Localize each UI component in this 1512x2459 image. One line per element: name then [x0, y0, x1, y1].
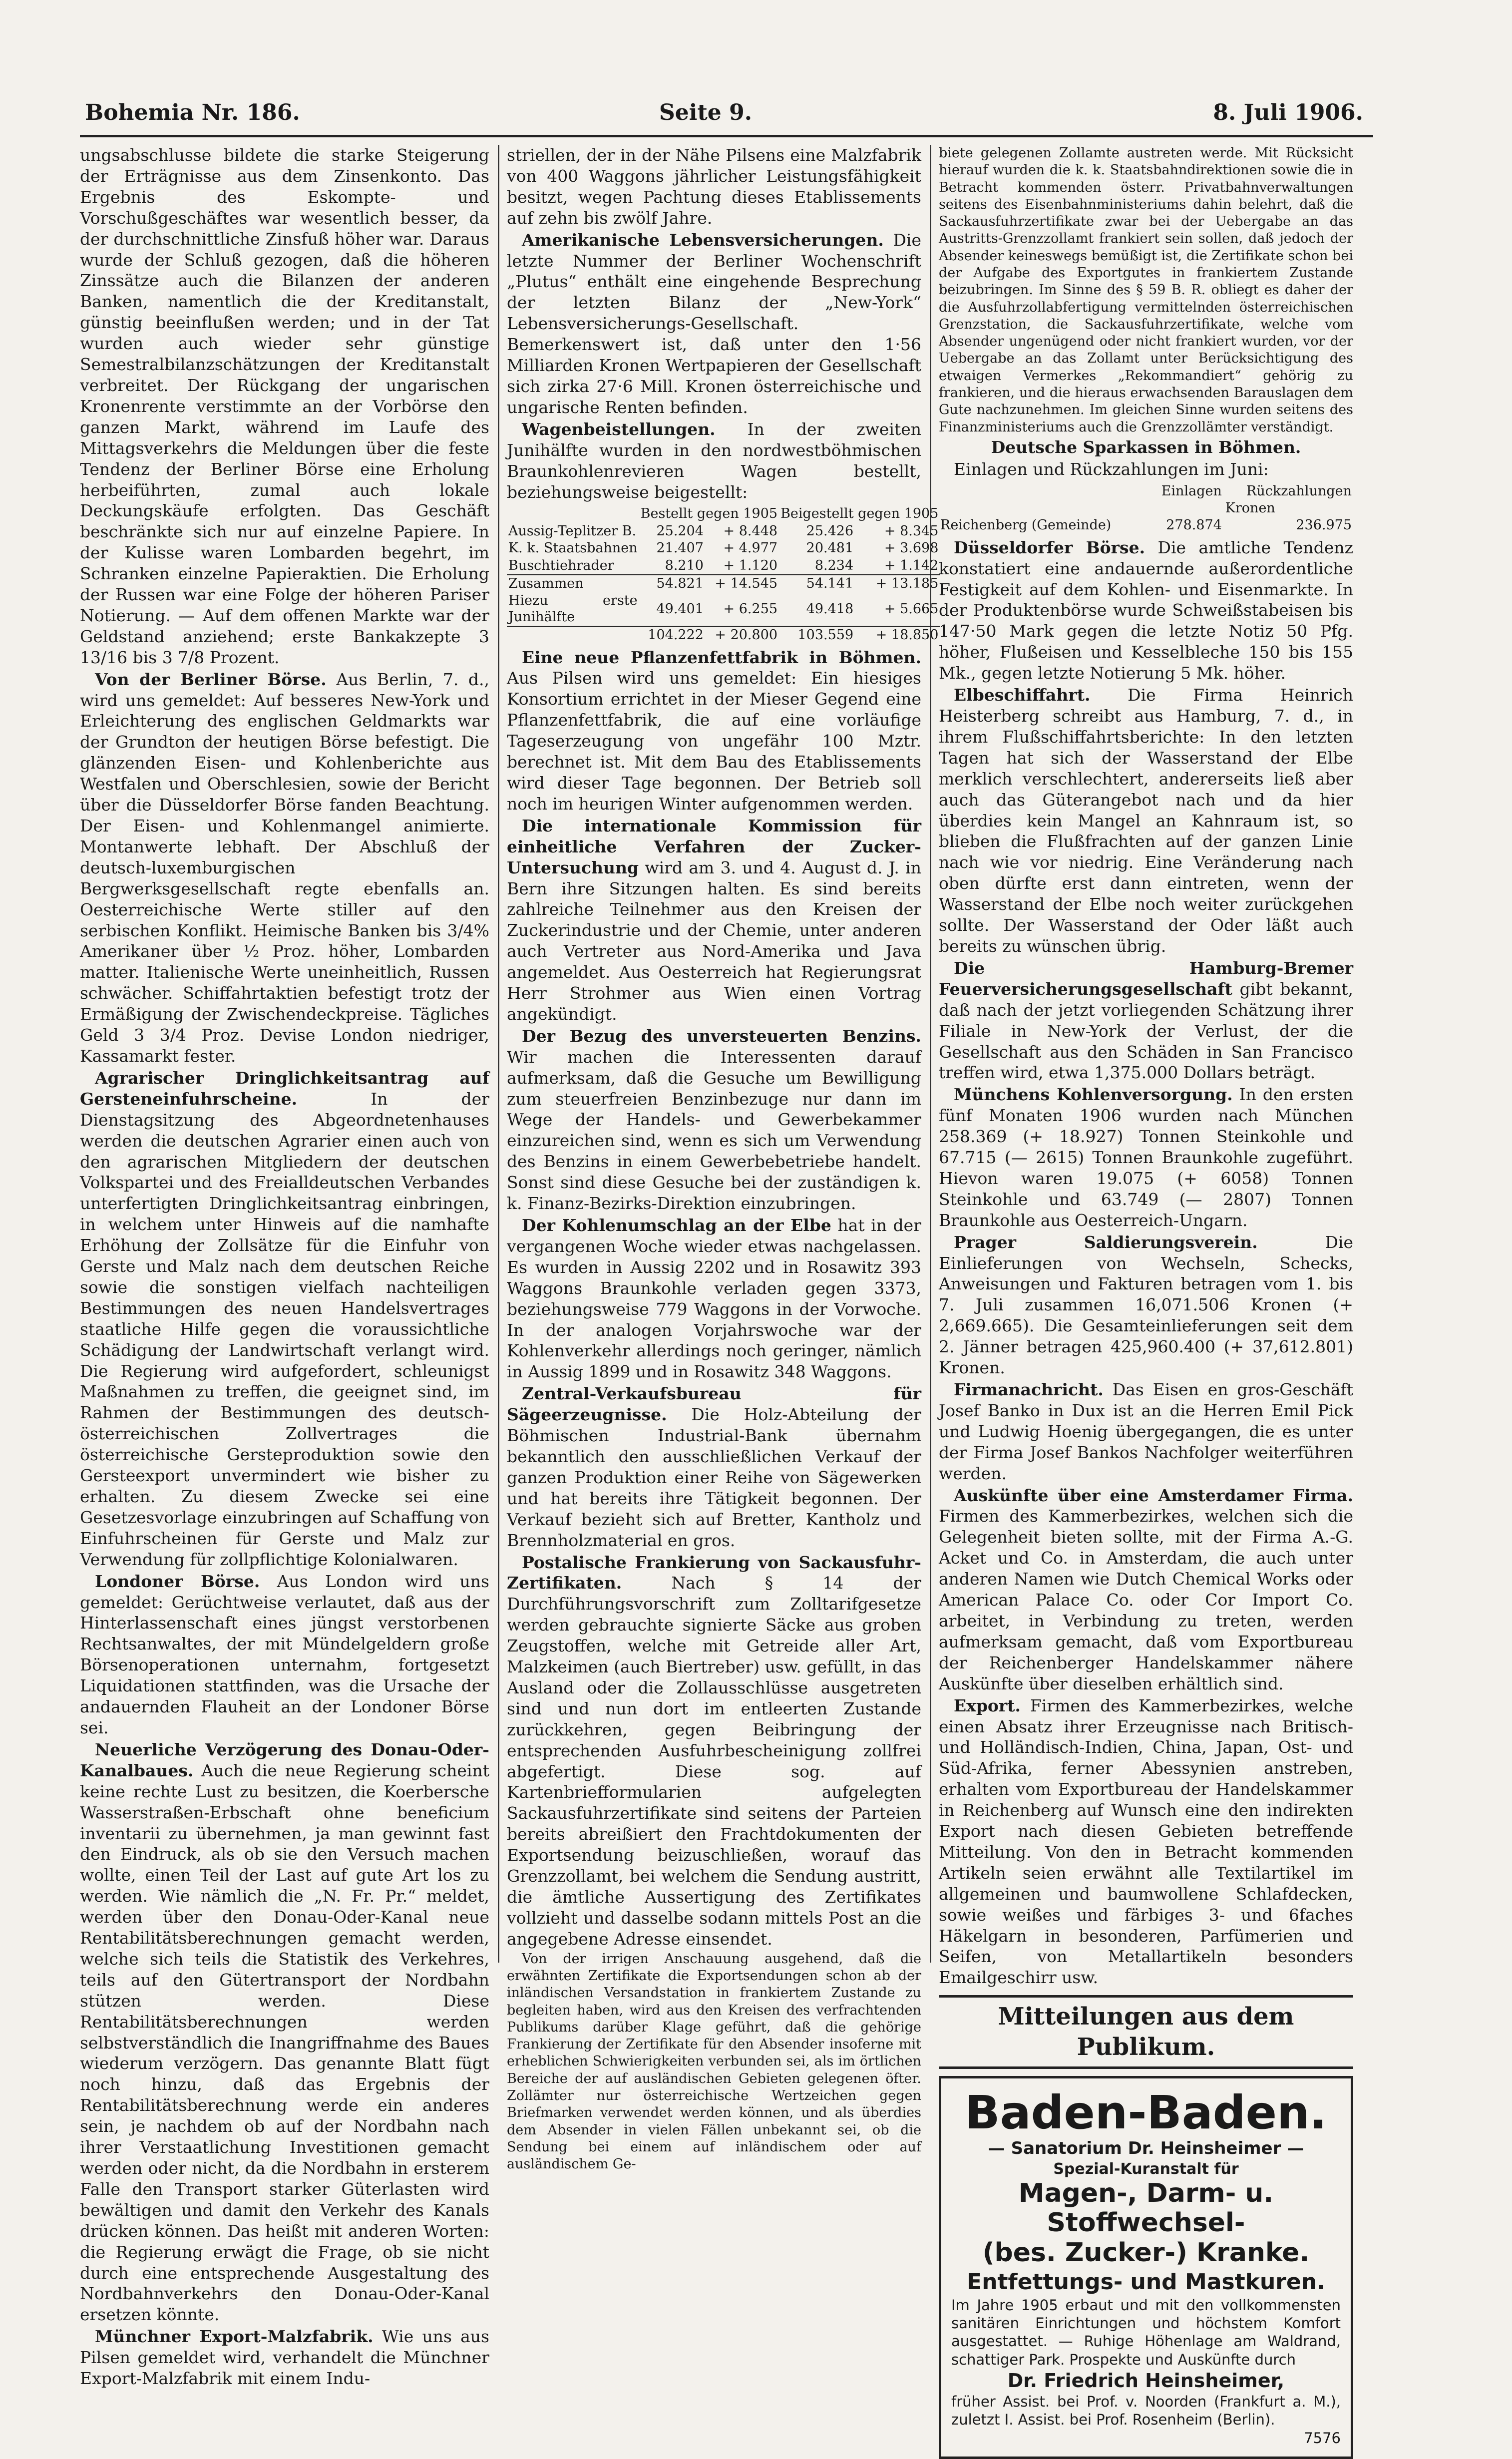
- article-heading: Düsseldorfer Börse.: [954, 537, 1145, 557]
- column-rule: [498, 145, 499, 1963]
- article-text: Einlagen und Rückzahlungen im Juni:: [954, 459, 1269, 479]
- article-heading: Zentral-Verkaufsbureau für Sägeerzeugnisse.: [507, 1384, 921, 1425]
- article-text: Firmen des Kammerbezirkes, welchen sich die Gelegenheit bieten sollte, mit der Firma A.-G. Acket und Co. in Amsterdam, die auch unter anderen Namen wie Dutch Chemical Works oder American Palace Co. oder Cor Import Co. arbeitet, in Verbindung zu treten, werden aufmerksam gemacht, daß vom Exportbureau der Reichenberger Handelskammer nähere Auskünfte über dieselben erhältlich sind.: [939, 1506, 1353, 1693]
- table-cell: K. k. Staatsbahnen: [508, 540, 638, 556]
- table-cell: 103.559: [797, 627, 854, 643]
- table-header-row: [939, 483, 1353, 500]
- article-paragraph: [939, 685, 1353, 957]
- article-text: Aus Berlin, 7. d., wird uns gemeldet: Auf besseres New-York und Erleichterung des englischen Geldmarkts war der Grundton der heutigen Börse befestigt. Die glänzenden Eisen- und Kohlenberichte aus Westfalen und Oberschlesien, sowie der Bericht über die Düsseldorfer Börse fanden Beachtung. Der Eisen- und Kohlenmangel animierte. Montanwerte lebhaft. Der Abschluß der deutsch-luxemburgischen Bergwerksgesellschaft regte ebenfalls an. Oesterreichische Werte stiller auf den serbischen Konflikt. Heimische Banken bis 3/4% Amerikaner über ½ Proz. höher, Lombarden matter. Italienische Werte uneinheitlich, Russen schwächer. Schiffahrtaktien befestigt trotz der Ermäßigung der Zwischendeckpreise. Tägliches Geld 3 3/4 Proz. Devise London niedriger, Kassamarkt fester.: [80, 669, 489, 1066]
- article-text: Wie uns aus Pilsen gemeldet wird, verhandelt die Münchner Export-Malzfabrik mit einem Indu-: [80, 2327, 489, 2389]
- table-cell: 49.418: [806, 601, 854, 617]
- header-date: 8. Juli 1906.: [1213, 100, 1363, 125]
- article-paragraph: [939, 1485, 1353, 1694]
- advertisement: [939, 2076, 1353, 2459]
- article-heading: Der Kohlenumschlag an der Elbe: [522, 1216, 831, 1235]
- header-page-number: Seite 9.: [659, 100, 753, 125]
- table-cell: 8.210: [665, 557, 704, 573]
- table-cell: + 1.142: [884, 557, 939, 573]
- table-row: [507, 626, 940, 644]
- article-text: Die Holz-Abteilung der Böhmischen Industrial-Bank übernahm bekanntlich den ausschließlichen Verkauf der ganzen Produktion einer Reihe von Sägewerken und hat bereits ihre Tätigkeit begonnen. Der Verkauf bezieht sich auf Bretter, Kantholz und Brennholzmaterial en gros.: [507, 1405, 921, 1550]
- column-rule: [930, 145, 931, 1963]
- article-heading: Postalische Frankierung von Sackausfuhr-Zertifikaten.: [507, 1552, 921, 1593]
- table-row: [939, 517, 1353, 534]
- article-text: In den ersten fünf Monaten 1906 wurden nach München 258.369 (+ 18.927) Tonnen Steinkohle und 67.715 (— 2615) Tonnen Braunkohle zugeführt. Hievon waren 19.075 (+ 6058) Tonnen Steinkohle und 63.749 (— 2807) Tonnen Braunkohle aus Oesterreich-Ungarn.: [939, 1085, 1353, 1230]
- table-cell: 278.874: [1166, 517, 1222, 533]
- article-text: Auch die neue Regierung scheint keine rechte Lust zu besitzen, die Koerbersche Wasserstraßen-Erbschaft ohne beneficium inventarii zu übernehmen, ja man gewinnt fast den Eindruck, als ob sie den Versuch machen wollte, einen Teil der Last auf gute Art los zu werden. Wie nämlich die „N. Fr. Pr.“ meldet, werden über den Donau-Oder-Kanal neue Rentabilitätsberechnungen gemacht werden, welche sich teils die Statistik des Verkehres, teils auf den Gütertransport der Nordbahn stützen werden. Diese Rentabilitätsberechnungen werden selbstverständlich die Inangriffnahme des Baues wiederum verzögern. Das genannte Blatt fügt noch hinzu, daß das Ergebnis der Rentabilitätsberechnung werde ein anderes sein, je nachdem ob auf der Nordbahn nach ihrer Verstaatlichung Investitionen gemacht werden oder nicht, da die Nordbahn in ersterem Falle den Transport starker Güterlasten wird bewältigen und damit den Verkehr des Kanals drücken können. Das heißt mit anderen Worten: die Regierung erwägt die Frage, ob sie nicht durch eine entsprechende Ausgestaltung des Nordbahnverkehrs den Donau-Oder-Kanal ersetzen könnte.: [80, 1760, 489, 2325]
- article-text: Firmen des Kammerbezirkes, welche einen Absatz ihrer Erzeugnisse nach Britisch- und Holländisch-Indien, China, Japan, Ost- und Süd-Afrika, ferner Abessynien anstreben, erhalten vom Exportbureau der Handelskammer in Reichenberg auf Wunsch eine den indirekten Export nach diesen Gebieten betreffende Mitteilung. Von den in Betracht kommenden Artikeln seien erwähnt alle Textilartikel im allgemeinen und baumwollene Schlafdecken, sowie weißes und färbiges 3- und 6faches Häkelgarn in besonderen, Parfümerien und Seifen, von Metallartikeln besonders Emailgeschirr usw.: [939, 1695, 1353, 1988]
- table-cell: Aussig-Teplitzer B.: [508, 523, 637, 539]
- table-cell: 25.426: [806, 523, 854, 539]
- article-text: In der Dienstagsitzung des Abgeordnetenhauses werden die deutschen Agrarier einen auch von den agrarischen Mitgliedern der deutschen Volkspartei und des Freialldeutschen Verbandes unterfertigten Dringlichkeitsantrag einbringen, in welchem unter Hinweis auf die namhafte Erhöhung der Zollsätze für die Einfuhr von Gerste und Malz nach dem deutschen Reiche sowie die sonstigen vielfach nachteiligen Bestimmungen des neuen Handelsvertrages staatliche Hilfe gegen die voraussichtliche Schädigung der Landwirtschaft verlangt wird. Die Regierung wird aufgefordert, schleunigst Maßnahmen zu treffen, die geeignet sind, im Rahmen der Bestimmungen des deutsch-österreichischen Zollvertrages die österreichische Gersteproduktion sowie den Gersteexport unvermindert wie bisher zu erhalten. Zu diesem Zwecke sei eine Gesetzesvorlage einzubringen auf Schaffung von Einfuhrscheinen für Gerste und Malz zur Verwendung für zollpflichtige Kolonialwaren.: [80, 1089, 489, 1569]
- article-heading: Firmanachricht.: [954, 1380, 1104, 1400]
- article-heading: Die Hamburg-Bremer Feuerversicherungsgesellschaft: [939, 958, 1353, 999]
- table-header-cell: Bestellt gegen 1905: [640, 506, 778, 522]
- ad-name: Dr. Friedrich Heinsheimer,: [1007, 2369, 1285, 2392]
- article-heading: Die internationale Kommission für einheitliche Verfahren der Zucker-Untersuchung: [507, 816, 921, 877]
- article-paragraph: [939, 958, 1353, 1083]
- table-header-row: [507, 505, 940, 522]
- article-text: Die Einlieferungen von Wechseln, Schecks, Anweisungen und Fakturen betragen vom 1. bis 7. Juli zusammen 16,071.506 Kronen (+ 2,669.665). Die Gesamteinlieferungen seit dem 2. Jänner betragen 425,960.400 (+ 37,612.801) Kronen.: [939, 1232, 1353, 1378]
- table-cell: + 13.185: [875, 575, 939, 591]
- article-text: striellen, der in der Nähe Pilsens eine Malzfabrik von 400 Waggons jährlicher Leistungsfähigkeit besitzt, wegen Pachtung dieses Etablissements auf zehn bis zwölf Jahre.: [507, 145, 921, 228]
- article-text: Die amtliche Tendenz konstatiert eine andauernde außerordentliche Festigkeit auf dem Kohlen- und Eisenmarkte. In der Produktenbörse wurde Schweißstabeisen bis 147·50 Mark gegen die letzte Notiz 50 Pfg. höher, Flußeisen und Kesselbleche 150 bis 155 Mk., gegen letzte Notierung 5 Mk. höher.: [939, 537, 1353, 683]
- article-paragraph: [507, 419, 921, 503]
- article-paragraph: [507, 1383, 921, 1551]
- ad-credits: früher Assist. bei Prof. v. Noorden (Frankfurt a. M.), zuletzt I. Assist. bei Prof. Rosenheim (Berlin).: [951, 2393, 1341, 2429]
- table-cell: [507, 626, 639, 644]
- table-cell: + 14.545: [715, 575, 778, 591]
- article-heading: Elbeschiffahrt.: [954, 685, 1091, 705]
- table-header-cell: Rückzahlungen: [1246, 483, 1352, 499]
- article-paragraph: [80, 2326, 489, 2389]
- article-heading: Amerikanische Lebensversicherungen.: [522, 230, 884, 250]
- article-text: biete gelegenen Zollamte austreten werde. Mit Rücksicht hierauf wurden die k. k. Staatsbahndirektionen sowie die in Betracht kommenden österr. Privatbahnverwaltungen seitens des Eisenbahnministeriums dahin belehrt, daß die Sackausfuhrzertifikate zwar bei der Uebergabe an das Austritts-Grenzzollamt frankiert sein sollen, daß jedoch der Absender keineswegs bemüßigt ist, die Zertifikate schon bei der Aufgabe des Exportgutes in frankiertem Zustande beizubringen. Im Sinne des § 59 B. R. obliegt es daher der die Ausfuhrzollabfertigung vermittelnden österreichischen Grenzstation, die Sackausfuhrzertifikate, welche vom Absender ungenügend oder nicht frankiert wurden, vor der Uebergabe an das Zollamt unter Berücksichtigung des etwaigen Vermerkes „Rekommandiert“ gehörig zu frankieren, und die hieraus erwachsenden Barauslagen dem Gute nachzunehmen. Im gleichen Sinne wurden seitens des Finanzministeriums auch die Grenzzollämter verständigt.: [939, 145, 1353, 435]
- table-cell: + 8.345: [884, 523, 939, 539]
- article-text: Aus London wird uns gemeldet: Gerüchtweise verlautet, daß aus der Hinterlassenschaft eines jüngst verstorbenen Rechtsanwaltes, der mit Mündelgeldern große Börsenoperationen unternahm, fortgesetzt Liquidationen stattfinden, was die Ursache der andauernden Flauheit an der Londoner Börse sei.: [80, 1571, 489, 1737]
- header-rule: [80, 135, 1373, 137]
- article-paragraph: [507, 816, 921, 1025]
- article-text: wird am 3. und 4. August d. J. in Bern ihre Sitzungen halten. Es sind bereits zahlreiche Teilnehmer aus den Kreisen der Zuckerindustrie und der Chemie, unter anderen auch Vertreter aus Nord-Amerika und Java angemeldet. Aus Oesterreich hat Regierungsrat Herr Strohmer aus Wien einen Vortrag angekündigt.: [507, 857, 921, 1024]
- article-heading: Der Bezug des unversteuerten Benzins.: [522, 1026, 921, 1046]
- table-cell: 49.401: [656, 601, 704, 617]
- table-cell: 20.481: [806, 540, 854, 556]
- column-2: [507, 145, 939, 2172]
- article-heading: Eine neue Pflanzenfettfabrik in Böhmen.: [522, 647, 921, 667]
- table-header-cell: Beigestellt gegen 1905: [780, 506, 939, 522]
- table-cell: + 8.448: [723, 523, 778, 539]
- table-cell: + 1.120: [723, 557, 778, 573]
- article-paragraph: [80, 1068, 489, 1570]
- section-banner: Mitteilungen aus dem Publikum.: [939, 1995, 1353, 2069]
- article-text: Nach § 14 der Durchführungsvorschrift zum Zolltarifgesetze werden gebrauchte signierte Säcke aus groben Zeugstoffen, welche mit Getreide aller Art, Malzkeimen (auch Biertreber) usw. gefüllt, in das Ausland oder die Zollausschlüsse ausgetreten sind und nun dort im entleerten Zustande zurückkehren, gegen Beibringung der entsprechenden Ausfuhrbescheinigung zollfrei abgefertigt. Diese sog. auf Kartenbriefformularien aufgelegten Sackausfuhrzertifikate sind seitens der Parteien bereits abreißiert den Frachtdokumenten der Exportsendung beizuschließen, worauf das Grenzzollamt, bei welchem die Sendung austritt, die ämtliche Aussertigung des Zertifikates vollzieht und dasselbe sodann mittels Post an die angegebene Adresse einsendet.: [507, 1573, 921, 1949]
- ad-spezial: Spezial-Kuranstalt für: [1053, 2160, 1239, 2178]
- article-text: Die letzte Nummer der Berliner Wochenschrift „Plutus“ enthält eine eingehende Besprechung der letzten Bilanz der „New-York“ Lebensversicherungs-Gesellschaft. Bemerkenswert ist, daß unter den 1·56 Milliarden Kronen Wertpapieren der Gesellschaft sich zirka 27·6 Mill. Kronen österreichische und ungarische Renten befinden.: [507, 230, 921, 417]
- column-1: [80, 145, 489, 2389]
- article-heading: Von der Berliner Börse.: [95, 669, 327, 689]
- ad-line-3: Entfettungs- und Mastkuren.: [967, 2269, 1325, 2295]
- page-header: [85, 95, 1363, 135]
- article-paragraph: [507, 1552, 921, 1950]
- table-cell: + 18.850: [875, 627, 939, 643]
- article-text: Von der irrigen Anschauung ausgehend, daß die erwähnten Zertifikate die Exportsendungen schon ab der inländischen Versandstation in frankiertem Zustande zu begleiten haben, wird aus den Kreisen des verfrachtenden Publikums darüber Klage geführt, daß die gehörige Frankierung der Zertifikate für den Absender insoferne mit erheblichen Schwierigkeiten verbunden sei, als im örtlichen Bereiche der auf ausländischen Gebieten gelegenen öfter. Zollämter nur österreichische Wertzeichen gegen Briefmarken verwendet werden können, und als überdies dem Absender in vielen Fällen unbekannt sei, ob die Sendung bei einem auf inländischem oder auf ausländischem Ge-: [507, 1951, 921, 2172]
- article-paragraph: [507, 647, 921, 815]
- article-heading: Export.: [954, 1695, 1021, 1715]
- table-cell: 54.141: [806, 575, 854, 591]
- table-cell: + 6.255: [723, 601, 778, 617]
- article-paragraph: [939, 1695, 1353, 1989]
- article-text: hat in der vergangenen Woche wieder etwas nachgelassen. Es wurden in Aussig 2202 und in Rosawitz 393 Waggons Braunkohle verladen gegen 3373, beziehungsweise 779 Waggons in der Vorwoche. In der analogen Vorjahrswoche war der Kohlenverkehr allerdings noch geringer, nämlich in Aussig 1899 und in Rosawitz 348 Waggons.: [507, 1216, 921, 1382]
- table-cell: + 5.665: [884, 601, 939, 617]
- table-cell: + 4.977: [723, 540, 778, 556]
- article-heading: Prager Saldierungsverein.: [954, 1232, 1258, 1252]
- article-text: Das Eisen en gros-Geschäft Josef Banko in Dux ist an die Herren Emil Pick und Ludwig Hoenig übergegangen, die es unter der Firma Josef Bankos Nachfolger weiterführen werden.: [939, 1380, 1353, 1483]
- header-publication: Bohemia Nr. 186.: [85, 100, 300, 125]
- table-cell: 236.975: [1296, 517, 1352, 533]
- table-cell: Reichenberg (Gemeinde): [940, 517, 1112, 533]
- column-3: [939, 145, 1353, 2447]
- article-paragraph: [939, 1084, 1353, 1230]
- article-text: Aus Pilsen wird uns gemeldet: Ein hiesiges Konsortium errichtet in der Mieser Gegend eine Pflanzenfettfabrik, die auf eine vorläufige Tageserzeugung von ungefähr 100 Mztr. berechnet ist. Mit dem Bau des Etablissements wird dieser Tage begonnen. Der Betrieb soll noch im heurigen Winter aufgenommen werden.: [507, 668, 921, 814]
- article-heading: Neuerliche Verzögerung des Donau-Oder-Kanalbaues.: [80, 1739, 489, 1780]
- table-cell: 54.821: [656, 575, 704, 591]
- article-paragraph: [939, 537, 1353, 684]
- article-heading: Münchens Kohlenversorgung.: [954, 1085, 1233, 1105]
- ad-line-1: Magen-, Darm- u. Stoffwechsel-: [1018, 2178, 1274, 2238]
- table-row: [507, 575, 940, 592]
- table-cell: Hiezu erste Junihälfte: [508, 593, 638, 625]
- article-heading: Agrarischer Dringlichkeitsantrag auf Gersteneinfuhrscheine.: [80, 1068, 489, 1109]
- table-cell: Zusammen: [508, 575, 584, 591]
- table-cell: + 20.800: [715, 627, 778, 643]
- table-cell: Buschtiehrader: [508, 557, 614, 573]
- article-paragraph: [80, 1571, 489, 1738]
- article-heading: Münchner Export-Malzfabrik.: [95, 2327, 374, 2347]
- ad-number: 7576: [1304, 2429, 1341, 2447]
- ad-line-2: (bes. Zucker-) Kranke.: [982, 2238, 1310, 2268]
- article-paragraph: [939, 1232, 1353, 1378]
- article-text: In der zweiten Junihälfte wurden in den nordwestböhmischen Braunkohlenrevieren Wagen bestellt, beziehungsweise beigestellt:: [507, 419, 921, 502]
- article-heading: Wagenbeistellungen.: [522, 419, 716, 439]
- ad-title: Baden-Baden.: [965, 2086, 1327, 2140]
- table-cell: + 3.698: [884, 540, 939, 556]
- table-row: [507, 592, 940, 626]
- table-cell: 8.234: [814, 557, 854, 573]
- table-header-cell: Kronen: [1225, 500, 1275, 516]
- article-paragraph: [80, 1739, 489, 2325]
- table-row: [507, 540, 940, 557]
- article-heading: Deutsche Sparkassen in Böhmen.: [991, 437, 1301, 457]
- ad-sanatorium: — Sanatorium Dr. Heinsheimer —: [988, 2138, 1304, 2159]
- article-text: Wir machen die Interessenten darauf aufmerksam, daß die Gesuche um Bewilligung zum steuerfreien Benzinbezuge nur dann im Wege der Handels- und Gewerbekammer einzureichen sind, wenn es sich um Verwendung des Benzins in einem Gewerbebetriebe handelt. Sonst sind diese Gesuche bei der zuständigen k. k. Finanz-Bezirks-Direktion einzubringen.: [507, 1047, 921, 1214]
- article-paragraph: [507, 230, 921, 418]
- wagon-table: [507, 505, 940, 644]
- article-paragraph: [939, 1379, 1353, 1484]
- table-row: [507, 557, 940, 575]
- ad-text: Im Jahre 1905 erbaut und mit den vollkommensten sanitären Einrichtungen und höchstem Komfort ausgestattet. — Ruhige Höhenlage am Waldrand, schattiger Park. Prospekte und Auskünfte durch: [951, 2296, 1341, 2368]
- article-heading: Londoner Börse.: [95, 1571, 260, 1591]
- article-paragraph: [507, 1215, 921, 1382]
- article-paragraph: [80, 669, 489, 1067]
- article-paragraph: [507, 1026, 921, 1214]
- article-heading: Auskünfte über eine Amsterdamer Firma.: [954, 1485, 1353, 1505]
- table-row: [507, 523, 940, 540]
- table-cell: 104.222: [648, 627, 704, 643]
- sparkassen-table: [939, 483, 1353, 534]
- table-header-cell: Einlagen: [1161, 483, 1222, 499]
- article-text: gibt bekannt, daß nach der jetzt vorliegenden Schätzung ihrer Filiale in New-York der Verlust, der die Gesellschaft aus den Schäden in San Francisco treffen wird, etwa 1,375.000 Dollars beträgt.: [939, 979, 1353, 1083]
- article-text: Die Firma Heinrich Heisterberg schreibt aus Hamburg, 7. d., in ihrem Flußschiffahrtsberichte: In den letzten Tagen hat sich der Wasserstand der Elbe merklich verschlechtert, andererseits ließ aber auch das Güterangebot nach und da hier überdies kein Mangel an Kahnraum ist, so blieben die Flußfrachten auf der ganzen Linie nach wie vor niedrig. Eine Veränderung nach oben dürfte erst dann eintreten, wenn der Wasserstand der Elbe noch weiter zurückgehen sollte. Der Wasserstand der Oder läßt auch bereits zu wünschen übrig.: [939, 685, 1353, 956]
- article-text: ungsabschlusse bildete die starke Steigerung der Erträgnisse aus dem Zinsenkonto. Das Ergebnis des Eskompte- und Vorschußgeschäftes war wesentlich besser, da der durchschnittliche Zinsfuß höher war. Daraus wurde der Schluß gezogen, daß die höheren Zinssätze auch die Bilanzen der anderen Banken, namentlich die der Kreditanstalt, günstig beeinflußen werden; und in der Tat wurden auch wieder sehr günstige Semestralbilanzschätzungen der Kreditanstalt verbreitet. Der Rückgang der ungarischen Kronenrente verstimmte an der Vorbörse den ganzen Markt, während im Laufe des Mittagsverkehrs die Meldungen über die feste Tendenz der Berliner Börse eine Erholung herbeiführten, zumal auch lokale Deckungskäufe erfolgten. Das Geschäft beschränkte sich nur auf einzelne Papiere. In der Kulisse waren Lombarden begehrt, im Schranken einzelne Papieraktien. Die Erholung der Russen war eine Folge der höheren Pariser Notierung. — Auf dem offenen Markte war der Geldstand anziehend; erste Bankakzepte 3 13/16 bis 3 7/8 Prozent.: [80, 145, 489, 667]
- table-cell: 25.204: [656, 523, 704, 539]
- table-cell: 21.407: [656, 540, 704, 556]
- table-header-row: [939, 500, 1353, 517]
